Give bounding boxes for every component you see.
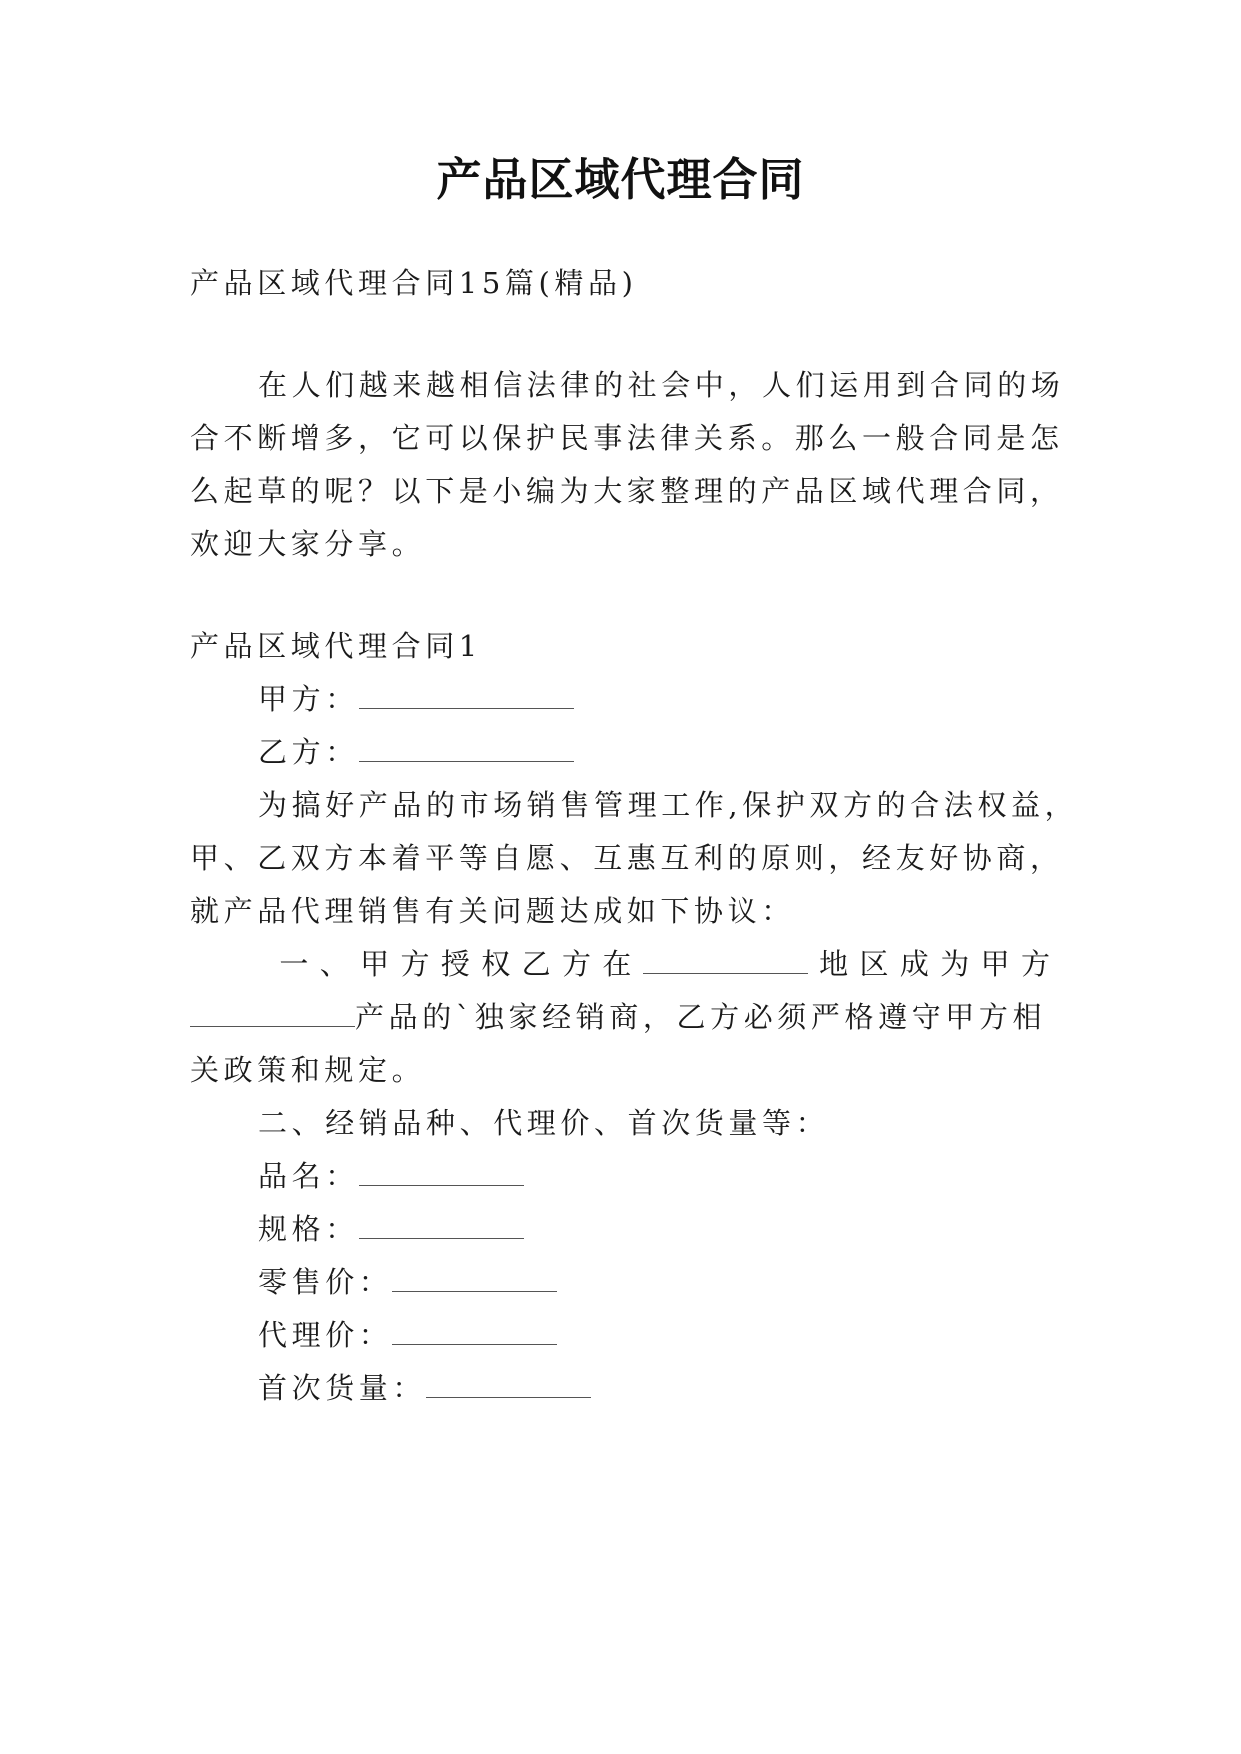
retail-price-row — [258, 1262, 557, 1302]
intro-line-1: 在人们越来越相信法律的社会中，人们运用到合同的场 — [258, 368, 1065, 402]
purpose-line-2: 甲、乙双方本着平等自愿、互惠互利的原则，经友好协商， — [190, 841, 1064, 875]
spec-label: 规格： — [258, 1212, 359, 1246]
first-quantity-blank — [426, 1375, 591, 1398]
product-name-label: 品名： — [258, 1159, 359, 1193]
party-b-blank — [359, 739, 574, 762]
clause1-part2: 地区成为甲方 — [807, 947, 1050, 981]
product-name-blank — [359, 1163, 524, 1186]
party-b-row — [258, 732, 574, 772]
agent-price-row — [258, 1315, 557, 1355]
agent-price-blank — [392, 1322, 557, 1345]
spec-blank — [359, 1216, 524, 1239]
intro-line-4: 欢迎大家分享。 — [190, 527, 426, 561]
clause1-part1: 一、甲方授权乙方在 — [268, 947, 643, 981]
clause2-heading: 二、经销品种、代理价、首次货量等： — [258, 1106, 830, 1140]
party-a-label: 甲方： — [258, 682, 359, 716]
first-quantity-row — [258, 1368, 591, 1408]
party-b-label: 乙方： — [258, 735, 359, 769]
document-title: 产品区域代理合同 — [436, 153, 805, 206]
purpose-line-3: 就产品代理销售有关问题达成如下协议： — [190, 894, 795, 928]
retail-price-blank — [392, 1269, 557, 1292]
retail-price-label: 零售价： — [258, 1265, 393, 1299]
product-name-row — [258, 1156, 524, 1196]
section-heading: 产品区域代理合同1 — [190, 629, 482, 663]
agent-price-label: 代理价： — [258, 1318, 393, 1352]
intro-line-3: 么起草的呢？以下是小编为大家整理的产品区域代理合同， — [190, 474, 1064, 508]
region-blank — [643, 951, 808, 974]
intro-line-2: 合不断增多，它可以保护民事法律关系。那么一般合同是怎 — [190, 421, 1064, 455]
clause1-line-3: 关政策和规定。 — [190, 1053, 426, 1087]
clause1-line-1 — [190, 944, 1050, 984]
product-blank — [190, 1004, 355, 1027]
party-a-blank — [359, 686, 574, 709]
document-subtitle: 产品区域代理合同15篇(精品) — [190, 266, 638, 300]
purpose-line-1: 为搞好产品的市场销售管理工作,保护双方的合法权益， — [258, 788, 1079, 822]
clause1-part3: 产品的`独家经销商，乙方必须严格遵守甲方相 — [355, 1000, 1047, 1034]
first-quantity-label: 首次货量： — [258, 1371, 427, 1405]
clause1-line-2 — [190, 997, 1046, 1037]
party-a-row — [258, 679, 574, 719]
spec-row — [258, 1209, 524, 1249]
